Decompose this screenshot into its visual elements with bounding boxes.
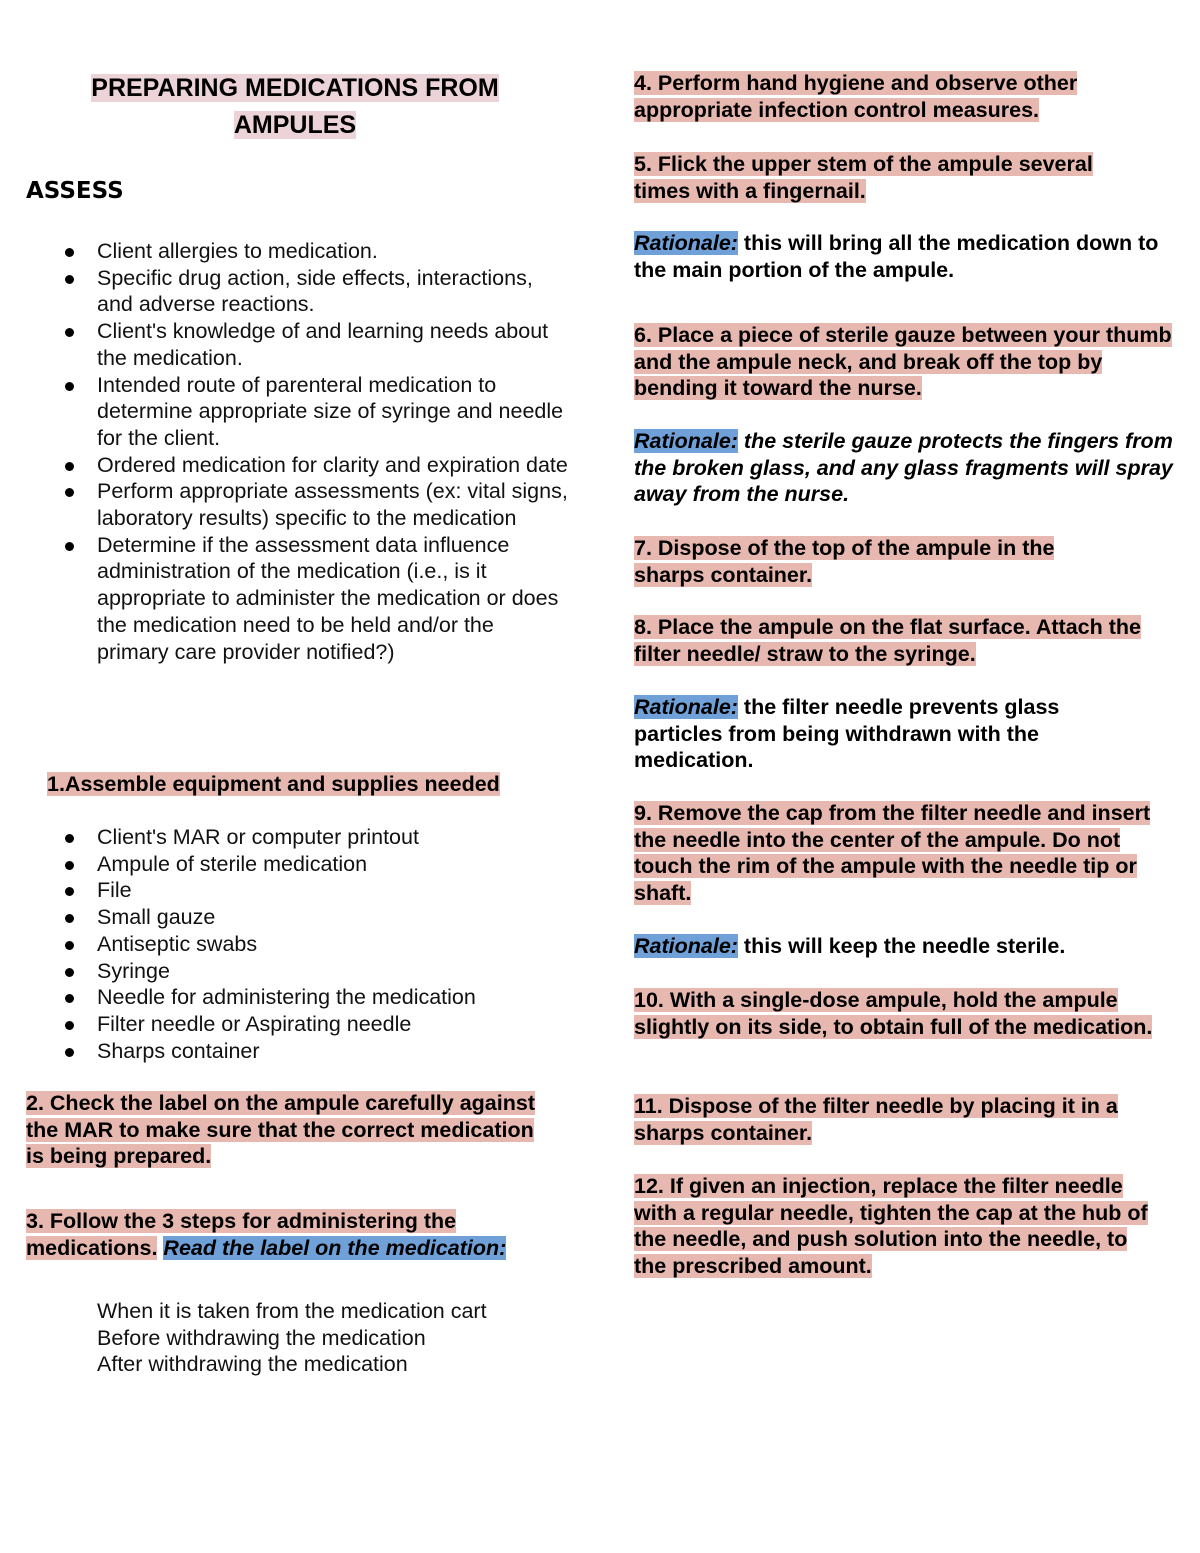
list-item: Before withdrawing the medication	[97, 1325, 426, 1350]
list-item: Sharps container	[60, 1038, 570, 1065]
list-item: Specific drug action, side effects, interactions, and adverse reactions.	[60, 265, 570, 318]
step-6-text: 6. Place a piece of sterile gauze between your thumb and the ampule neck, and break off the top by bending it toward the nurse.	[634, 323, 1172, 401]
list-item: Ordered medication for clarity and expiration date	[60, 452, 570, 479]
read-label-list	[97, 1298, 487, 1378]
rationale-label: Rationale:	[634, 429, 738, 453]
list-item: Client's MAR or computer printout	[60, 824, 570, 851]
title-line-1: PREPARING MEDICATIONS FROM	[91, 74, 499, 102]
assess-list	[60, 238, 570, 665]
list-item: Perform appropriate assessments (ex: vital signs, laboratory results) specific to the medication	[60, 478, 570, 531]
step-6	[634, 322, 1184, 402]
step-9-rationale	[634, 933, 1184, 960]
list-item: When it is taken from the medication cart	[97, 1299, 487, 1323]
step-8	[634, 614, 1184, 667]
assess-heading: ASSESS	[26, 178, 124, 204]
step-5	[634, 151, 1154, 204]
list-item: Small gauze	[60, 904, 570, 931]
rationale-text: the filter needle prevents glass particles from being withdrawn with the medication.	[634, 695, 1060, 773]
list-item: Client's knowledge of and learning needs about the medication.	[60, 318, 570, 371]
list-item: Filter needle or Aspirating needle	[60, 1011, 570, 1038]
rationale-text: this will bring all the medication down to the main portion of the ampule.	[634, 231, 1159, 282]
list-item: Ampule of sterile medication	[60, 851, 570, 878]
step-12	[634, 1173, 1164, 1280]
step-7	[634, 535, 1114, 588]
list-item: File	[60, 877, 570, 904]
step-9-text: 9. Remove the cap from the filter needle and insert the needle into the center of the ampule. Do not touch the rim of the ampule with the needle tip or shaft.	[634, 801, 1151, 906]
step-4-text: 4. Perform hand hygiene and observe other appropriate infection control measures.	[634, 71, 1078, 122]
list-item: Antiseptic swabs	[60, 931, 570, 958]
step-7-text: 7. Dispose of the top of the ampule in the sharps container.	[634, 536, 1055, 587]
step-8-rationale	[634, 694, 1134, 774]
equipment-list	[60, 824, 570, 1064]
rationale-label: Rationale:	[634, 934, 738, 958]
step-11	[634, 1093, 1184, 1146]
list-item: Needle for administering the medication	[60, 984, 570, 1011]
page-title	[0, 70, 590, 144]
rationale-label: Rationale:	[634, 695, 738, 719]
step-3-highlight: Read the label on the medication:	[163, 1235, 507, 1260]
list-item: Syringe	[60, 958, 570, 985]
step-3	[26, 1208, 566, 1261]
step-4	[634, 70, 1184, 123]
step-2	[26, 1090, 546, 1170]
step-12-text: 12. If given an injection, replace the filter needle with a regular needle, tighten the cap at the hub of the needle, and push solution into the needle, to the prescribed amount.	[634, 1174, 1148, 1279]
step-5-text: 5. Flick the upper stem of the ampule several times with a fingernail.	[634, 152, 1093, 203]
step-10	[634, 987, 1184, 1040]
title-line-2: AMPULES	[233, 111, 357, 139]
step-1-text: 1.Assemble equipment and supplies needed	[47, 772, 500, 796]
step-5-rationale	[634, 230, 1184, 283]
list-item: Client allergies to medication.	[60, 238, 570, 265]
step-8-text: 8. Place the ampule on the flat surface. Attach the filter needle/ straw to the syringe.	[634, 615, 1141, 666]
rationale-text: this will keep the needle sterile.	[737, 934, 1066, 958]
step-6-rationale	[634, 428, 1184, 508]
step-9	[634, 800, 1184, 907]
step-2-text: 2. Check the label on the ampule carefully against the MAR to make sure that the correct medication is being prepared.	[26, 1091, 535, 1169]
list-item: Determine if the assessment data influence administration of the medication (i.e., is it appropriate to administer the medication or does the medication need to be held and/or the primary care provider notified?)	[60, 532, 570, 666]
list-item: After withdrawing the medication	[97, 1352, 408, 1377]
step-1	[47, 771, 587, 798]
step-11-text: 11. Dispose of the filter needle by placing it in a sharps container.	[634, 1094, 1118, 1145]
list-item: Intended route of parenteral medication to determine appropriate size of syringe and needle for the client.	[60, 372, 570, 452]
rationale-text: the sterile gauze protects the fingers from the broken glass, and any glass fragments will spray away from the nurse.	[634, 429, 1173, 507]
step-3-text: 3. Follow the 3 steps for administering the medications.	[26, 1209, 457, 1260]
step-10-text: 10. With a single-dose ampule, hold the ampule slightly on its side, to obtain full of the medication.	[634, 988, 1153, 1039]
rationale-label: Rationale:	[634, 231, 738, 255]
